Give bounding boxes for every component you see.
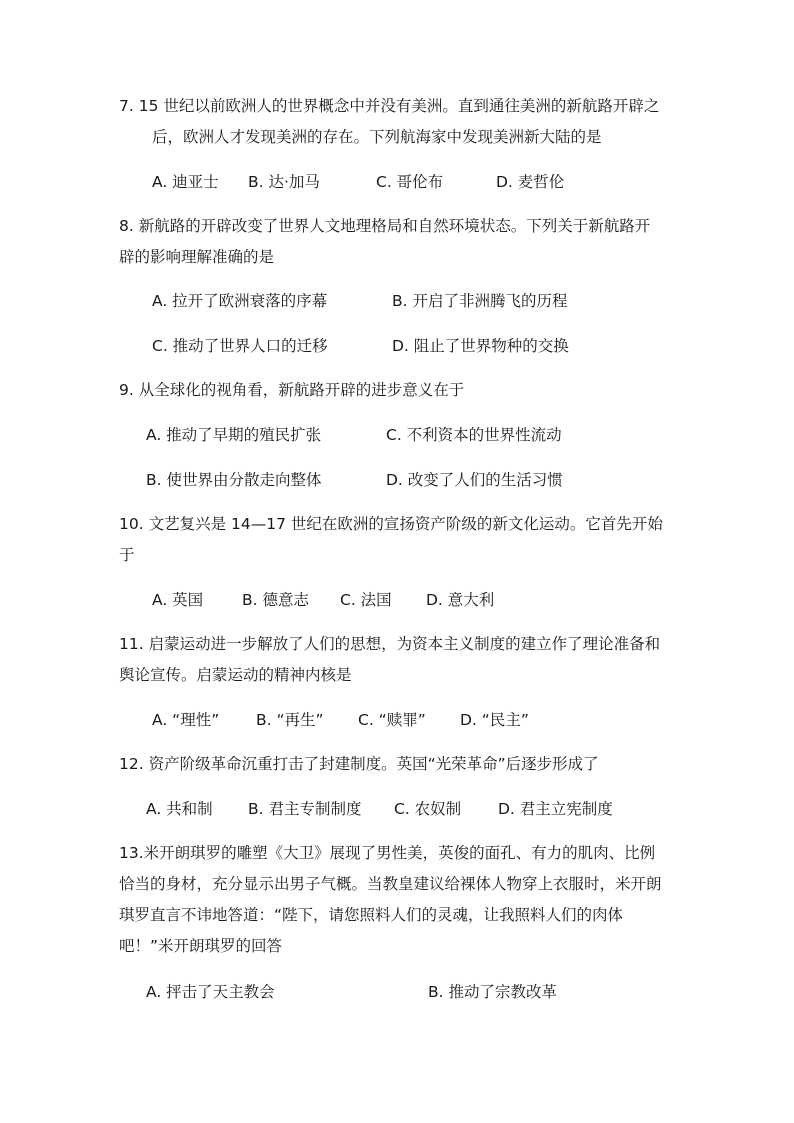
question-8-option-c: C. 推动了世界人口的迁移 (152, 337, 328, 355)
question-7-line-2: 后，欧洲人才发现美洲的存在。下列航海家中发现美洲新大陆的是 (152, 128, 602, 146)
question-10-option-a: A. 英国 (152, 591, 204, 609)
question-7-line-1: 7. 15 世纪以前欧洲人的世界概念中并没有美洲。直到通往美洲的新航路开辟之 (119, 97, 660, 115)
question-7-option-b: B. 达·加马 (248, 173, 320, 191)
question-8-option-b: B. 开启了非洲腾飞的历程 (392, 292, 568, 310)
question-8-line-1: 8. 新航路的开辟改变了世界人文地理格局和自然环境状态。下列关于新航路开 (119, 217, 651, 235)
question-11-option-a: A. “理性” (152, 711, 220, 729)
question-10-option-c: C. 法国 (340, 591, 392, 609)
question-7-option-d: D. 麦哲伦 (496, 173, 565, 191)
question-9-option-b: B. 使世界由分散走向整体 (146, 471, 322, 489)
question-11-line-2: 舆论宣传。启蒙运动的精神内核是 (119, 666, 352, 684)
question-10-option-d: D. 意大利 (426, 591, 495, 609)
question-13-line-4: 吧！”米开朗琪罗的回答 (119, 937, 283, 955)
question-7-option-c: C. 哥伦布 (376, 173, 444, 191)
question-13-line-2: 恰当的身材，充分显示出男子气概。当教皇建议给裸体人物穿上衣服时，米开朗 (119, 875, 662, 893)
question-13-option-b: B. 推动了宗教改革 (428, 983, 557, 1001)
question-11-option-d: D. “民主” (460, 711, 529, 729)
question-11-option-b: B. “再生” (256, 711, 324, 729)
question-10-option-b: B. 德意志 (242, 591, 309, 609)
question-11-option-c: C. “赎罪” (358, 711, 426, 729)
question-12-option-d: D. 君主立宪制度 (498, 800, 613, 818)
question-12-option-b: B. 君主专制制度 (248, 800, 362, 818)
question-7-option-a: A. 迪亚士 (152, 173, 219, 191)
question-12-option-a: A. 共和制 (146, 800, 213, 818)
question-13-option-a: A. 抨击了天主教会 (146, 983, 275, 1001)
question-12-line-1: 12. 资产阶级革命沉重打击了封建制度。英国“光荣革命”后逐步形成了 (119, 755, 599, 773)
question-12-option-c: C. 农奴制 (394, 800, 462, 818)
question-9-option-a: A. 推动了早期的殖民扩张 (146, 426, 322, 444)
question-10-line-1: 10. 文艺复兴是 14—17 世纪在欧洲的宣扬资产阶级的新文化运动。它首先开始 (119, 515, 663, 533)
question-10-line-2: 于 (119, 546, 135, 564)
question-8-line-2: 辟的影响理解准确的是 (119, 248, 275, 266)
question-9-option-d: D. 改变了人们的生活习惯 (386, 471, 563, 489)
question-13-line-3: 琪罗直言不讳地答道：“陛下，请您照料人们的灵魂，让我照料人们的肉体 (119, 906, 624, 924)
question-8-option-a: A. 拉开了欧洲衰落的序幕 (152, 292, 328, 310)
question-9-option-c: C. 不利资本的世界性流动 (386, 426, 562, 444)
question-11-line-1: 11. 启蒙运动进一步解放了人们的思想，为资本主义制度的建立作了理论准备和 (119, 635, 661, 653)
question-9-line-1: 9. 从全球化的视角看，新航路开辟的进步意义在于 (119, 381, 465, 399)
question-13-line-1: 13.米开朗琪罗的雕塑《大卫》展现了男性美，英俊的面孔、有力的肌肉、比例 (119, 844, 656, 862)
question-8-option-d: D. 阻止了世界物种的交换 (392, 337, 569, 355)
